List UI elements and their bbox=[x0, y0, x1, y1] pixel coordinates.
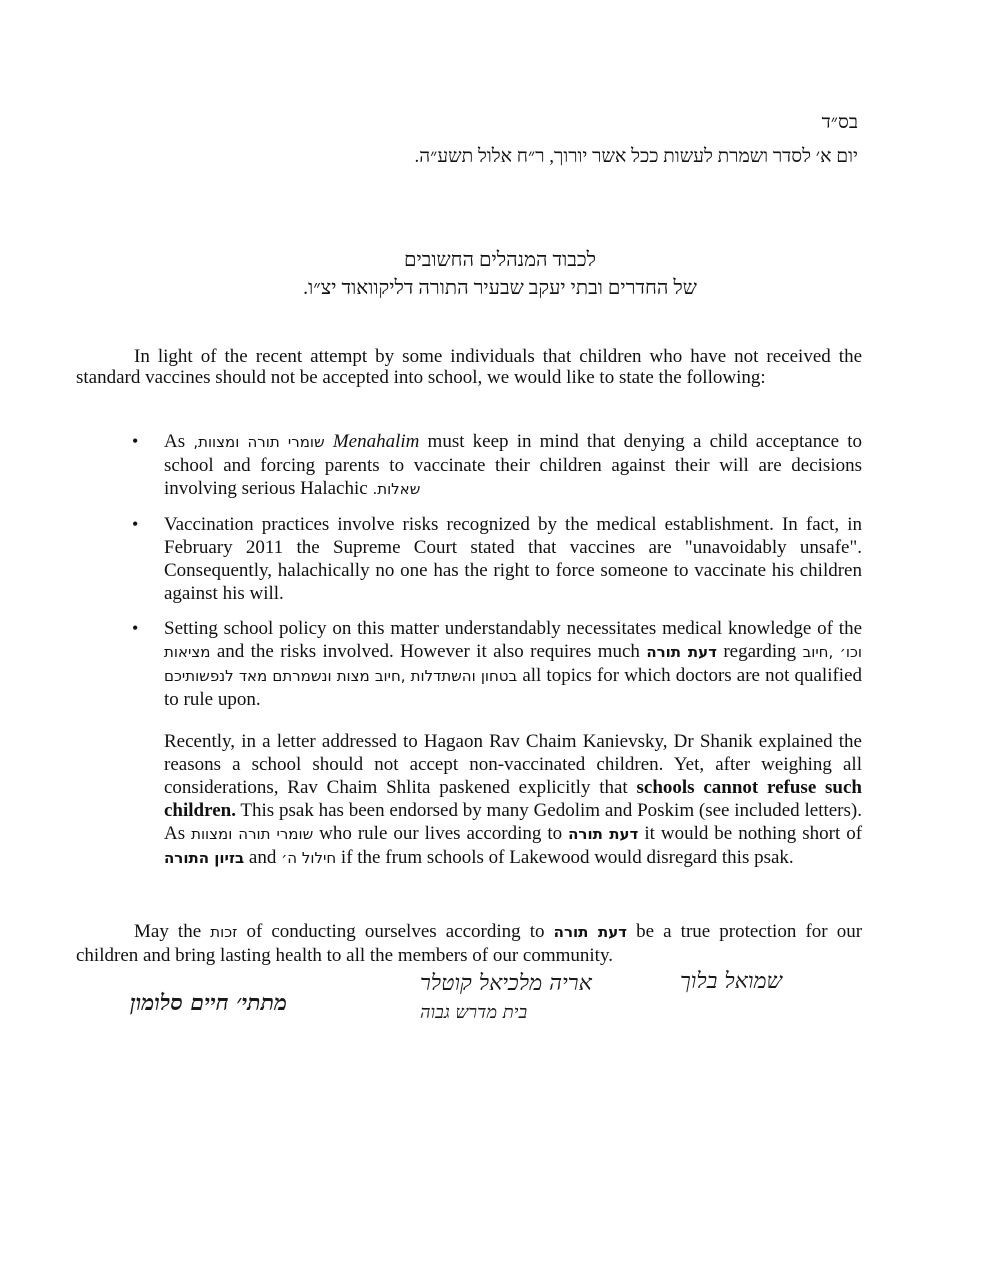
bullet-icon: • bbox=[132, 618, 139, 638]
address-block bbox=[0, 246, 1000, 302]
signature-middle: אריה מלכיאל קוטלר bbox=[420, 971, 592, 996]
bullet-icon: • bbox=[132, 514, 139, 534]
bullet-item-3: • Setting school policy on this matter understandably necessitates medical knowledge of the מציאות and the risks involved. However it also requires much דעת תורה regarding וכו׳ ,חיוב בטחון והשתדלות ,חיוב מצות ונשמרתם מאד לנפשותיכם all topics for which doctors are not qualified to rule upon. bbox=[132, 618, 863, 710]
intro-paragraph: In light of the recent attempt by some individuals that children who have not received the standard vaccines should not be accepted into school, we would like to state the following: bbox=[76, 346, 862, 388]
bullet-item-2: • Vaccination practices involve risks recognized by the medical establishment. In fact, in February 2011 the Supreme Court stated that vaccines are "unavoidably unsafe". Consequently, halachically no one has the right to force someone to vaccinate his children against his will. bbox=[132, 514, 862, 604]
closing-paragraph: May the זכות of conducting ourselves according to דעת תורה be a true protection for our children and bring lasting health to all the members of our community. bbox=[76, 921, 863, 966]
besiyata-dishmaya-header: בס״ד bbox=[821, 112, 858, 133]
address-line-2: של החדרים ובתי יעקב שבעיר התורה דליקוואוד יצ״ו. bbox=[303, 277, 697, 299]
bullet-item-1: • As שומרי תורה ומצוות, Menahalim must keep in mind that denying a child acceptance to school and forcing parents to vaccinate their children against their will are decisions involving serious Halachic שאלות. bbox=[132, 431, 863, 499]
hebrew-dateline: יום א׳ לסדר ושמרת לעשות ככל אשר יורוך, ר״ח אלול תשע״ה. bbox=[414, 146, 858, 167]
signature-right: שמואל בלוך bbox=[680, 969, 783, 994]
bullet-icon: • bbox=[132, 431, 139, 451]
emphasis-text: schools cannot refuse such children. bbox=[164, 777, 862, 821]
bullet-list bbox=[76, 430, 862, 723]
signature-left: מתתי׳ חיים סלומון bbox=[130, 990, 288, 1016]
recently-paragraph: Recently, in a letter addressed to Hagaon Rav Chaim Kanievsky, Dr Shanik explained the reasons a school should not accept non-vaccinated children. Yet, after weighing all considerations, Rav Chaim Shlita paskened explicitly that schools cannot refuse such children. This psak has been endorsed by many Gedolim and Poskim (see included letters). As שומרי תורה ומצוות who rule our lives according to דעת תורה it would be nothing short of בזיון התורה and חילול ה׳ if the frum schools of Lakewood would disregard this psak. bbox=[164, 731, 863, 868]
address-line-1: לכבוד המנהלים החשובים bbox=[404, 249, 596, 271]
signature-middle-title: בית מדרש גבוה bbox=[420, 1002, 528, 1023]
